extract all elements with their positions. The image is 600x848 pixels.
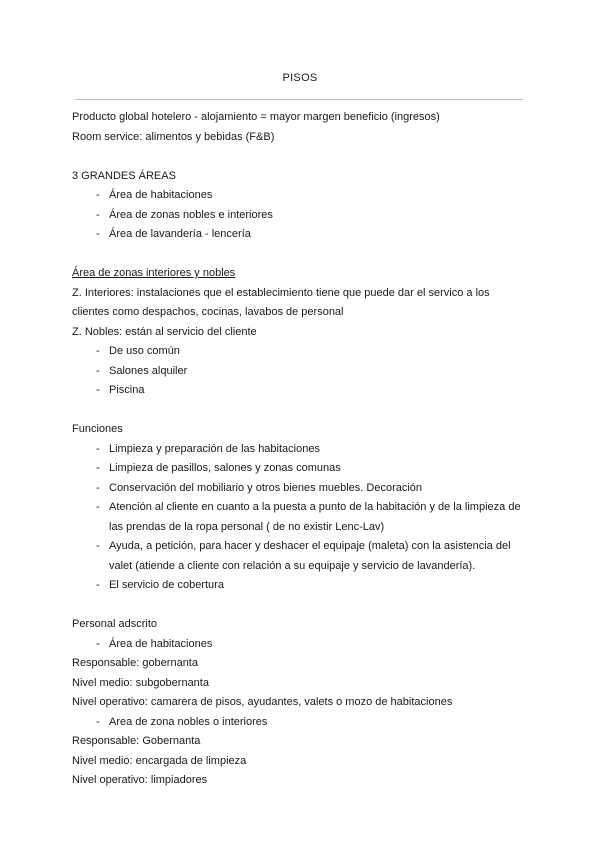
paragraph-line: Nivel operativo: limpiadores — [72, 774, 208, 786]
page-title: PISOS — [282, 72, 318, 84]
paragraph-line: Z. Interiores: instalaciones que el establecimiento tiene que puede dar el servico a los — [72, 286, 490, 299]
list-item: - Área de zonas nobles e interiores — [96, 208, 273, 221]
list-item: - Área de habitaciones — [96, 637, 213, 650]
paragraph-line: Responsable: Gobernanta — [72, 735, 201, 747]
title-divider — [76, 99, 523, 100]
section-heading-areas: 3 GRANDES ÁREAS — [72, 169, 176, 182]
list-item: - Salones alquiler — [96, 364, 188, 377]
paragraph-line: Nivel operativo: camarera de pisos, ayudantes, valets o mozo de habitaciones — [72, 696, 453, 708]
list-item: - Ayuda, a petición, para hacer y deshacer el equipaje (maleta) con la asistencia del — [96, 540, 511, 552]
list-item: - Conservación del mobiliario y otros bienes muebles. Decoración — [96, 481, 423, 494]
list-item: - Área de habitaciones — [96, 189, 213, 201]
list-item: - Atención al cliente en cuanto a la puesta a punto de la habitación y de la limpieza de — [96, 501, 521, 513]
list-item: - Limpieza y preparación de las habitaciones — [96, 442, 320, 455]
section-heading-zonas: Área de zonas interiores y nobles — [72, 267, 236, 279]
intro-line: Producto global hotelero - alojamiento = mayor margen beneficio (ingresos) — [72, 111, 440, 123]
paragraph-line: clientes como despachos, cocinas, lavabos de personal — [72, 306, 344, 318]
list-item: - Área de lavandería - lencería — [96, 228, 251, 240]
list-item: - De uso común — [96, 345, 180, 357]
paragraph-line: Nivel medio: encargada de limpieza — [72, 754, 247, 767]
list-item-continuation: valet (atiende a cliente con relación a su equipaje y servicio de lavandería). — [109, 559, 476, 572]
list-item: - Limpieza de pasillos, salones y zonas comunas — [96, 462, 341, 474]
list-item: - El servicio de cobertura — [96, 579, 224, 591]
list-item-continuation: las prendas de la ropa personal ( de no existir Lenc-Lav) — [109, 520, 385, 533]
list-item: - Area de zona nobles o interiores — [96, 715, 268, 728]
paragraph-line: Responsable: gobernanta — [72, 657, 198, 669]
paragraph-line: Z. Nobles: están al servicio del cliente — [72, 325, 257, 338]
intro-line: Room service: alimentos y bebidas (F&B) — [72, 130, 275, 143]
list-item: - Piscina — [96, 384, 145, 396]
document-body — [72, 108, 532, 791]
paragraph-line: Nivel medio: subgobernanta — [72, 676, 209, 689]
section-heading-personal: Personal adscrito — [72, 618, 157, 630]
section-heading-funciones: Funciones — [72, 423, 123, 435]
